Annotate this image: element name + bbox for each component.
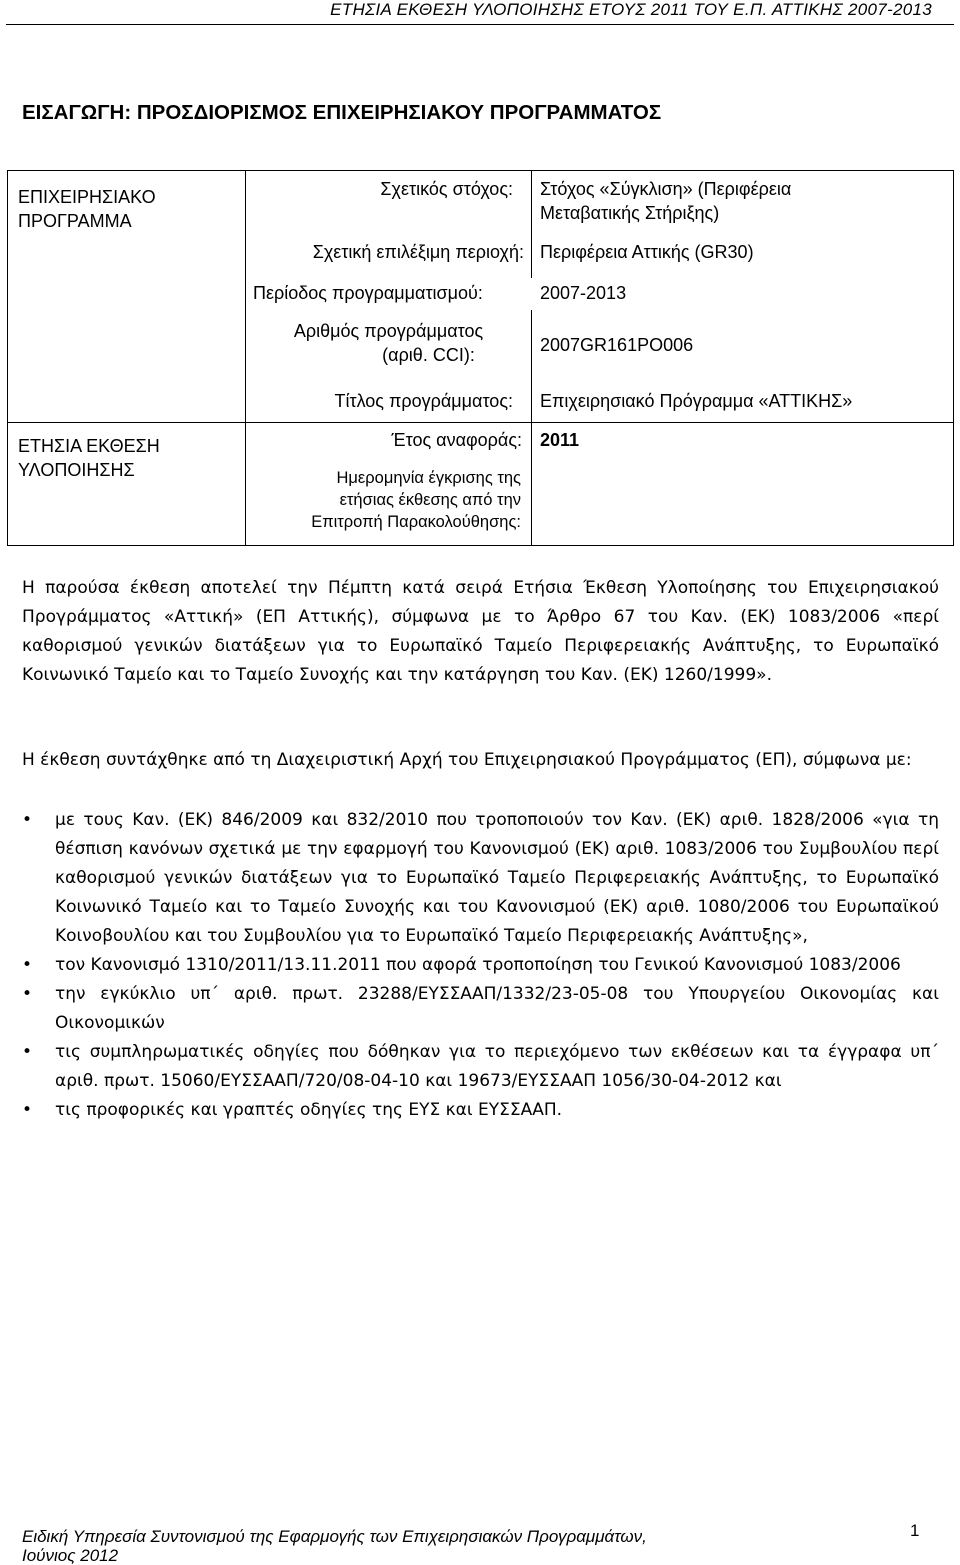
- program-title-value: Επιχειρησιακό Πρόγραμμα «ΑΤΤΙΚΗΣ»: [540, 391, 853, 411]
- cci-label: Αριθμός προγράμματος (αριθ. CCI):: [293, 321, 484, 365]
- eligible-area-label: Σχετική επιλέξιμη περιοχή:: [312, 242, 524, 262]
- table-border-left: [7, 170, 8, 546]
- approval-date-label: Ημερομηνία έγκρισης της ετήσιας έκθεσης από την Επιτροπή Παρακολούθησης:: [311, 469, 521, 531]
- section-title: ΕΙΣΑΓΩΓΗ: ΠΡΟΣΔΙΟΡΙΣΜΟΣ ΕΠΙΧΕΙΡΗΣΙΑΚΟΥ ΠΡΟΓΡΑΜΜΑΤΟΣ: [22, 101, 662, 124]
- table-border-right: [953, 170, 954, 546]
- footer-agency: Ειδική Υπηρεσία Συντονισμού της Εφαρμογής των Επιχειρησιακών Προγραμμάτων,: [22, 1527, 647, 1546]
- objective-value: Στόχος «Σύγκλιση» (Περιφέρεια Μεταβατικής Στήριξης): [540, 179, 792, 223]
- report-year-label: Έτος αναφοράς:: [391, 430, 522, 450]
- list-item: • με τους Καν. (ΕΚ) 846/2009 και 832/2010 που τροποποιούν τον Καν. (ΕΚ) αριθ. 1828/2006 «για τη θέσπιση κανόνων σχετικά με την εφαρμογή του Κανονισμού (ΕΚ) αριθ. 1083/2006 του Συμβουλίου περί καθορισμού γενικών διατάξεων για το Ευρωπαϊκό Ταμείο Περιφερειακής Ανάπτυξης, το Ευρωπαϊκό Κοινωνικό Ταμείο και το Ταμείο Συνοχής και του Κανονισμού (ΕΚ) αριθ. 1080/2006 του Ευρωπαϊκού Κοινοβουλίου και του Συμβουλίου για το Ευρωπαϊκό Ταμείο Περιφερειακής Ανάπτυξης»,: [22, 806, 939, 951]
- bullet-icon: •: [22, 810, 33, 830]
- footer-date: Ιούνιος 2012: [22, 1546, 119, 1565]
- table-border-top: [7, 170, 954, 171]
- value-column-divider: [531, 310, 532, 546]
- report-year-value: 2011: [540, 430, 580, 450]
- intro-paragraph: Η παρούσα έκθεση αποτελεί την Πέμπτη κατά σειρά Ετήσια Έκθεση Υλοποίησης του Επιχειρησιακού Προγράμματος «Αττική» (ΕΠ Αττικής), σύμφωνα με το Άρθρο 67 του Καν. (ΕΚ) 1083/2006 «περί καθορισμού γενικών διατάξεων για το Ευρωπαϊκό Ταμείο Περιφερειακής Ανάπτυξης, το Ευρωπαϊκό Κοινωνικό Ταμείο και το Ταμείο Συνοχής και την κατάργηση του Καν. (ΕΚ) 1260/1999».: [22, 578, 939, 685]
- eligible-area-value: Περιφέρεια Αττικής (GR30): [540, 242, 754, 262]
- lead-paragraph: Η έκθεση συντάχθηκε από τη Διαχειριστική Αρχή του Επιχειρησιακού Προγράμματος (ΕΠ), σύμφωνα με:: [22, 750, 912, 770]
- page-footer: [22, 1527, 647, 1565]
- list-item: • την εγκύκλιο υπ΄ αριθ. πρωτ. 23288/ΕΥΣΣΑΑΠ/1332/23-05-08 του Υπουργείου Οικονομίας και Οικονομικών: [22, 980, 939, 1038]
- program-title-label: Τίτλος προγράμματος:: [334, 391, 513, 411]
- running-header: ΕΤΗΣΙΑ ΕΚΘΕΣΗ ΥΛΟΠΟΙΗΣΗΣ ΕΤΟΥΣ 2011 ΤΟΥ Ε.Π. ΑΤΤΙΚΗΣ 2007-2013: [330, 0, 932, 19]
- bullet-icon: •: [22, 984, 33, 1004]
- period-value: 2007-2013: [540, 283, 627, 303]
- group-row-divider: [7, 422, 954, 423]
- table-border-bottom: [7, 545, 954, 546]
- bullet-icon: •: [22, 1042, 33, 1062]
- group-label-program: ΕΠΙΧΕΙΡΗΣΙΑΚΟ ΠΡΟΓΡΑΜΜΑ: [18, 187, 156, 231]
- info-table: [7, 170, 954, 546]
- value-column-divider: [531, 170, 532, 278]
- group-label-annual-report: ΕΤΗΣΙΑ ΕΚΘΕΣΗ ΥΛΟΠΟΙΗΣΗΣ: [18, 436, 160, 480]
- list-item: • τις προφορικές και γραπτές οδηγίες της ΕΥΣ και ΕΥΣΣΑΑΠ.: [22, 1096, 939, 1125]
- bullet-icon: •: [22, 1100, 33, 1120]
- page-number: 1: [910, 1521, 920, 1540]
- cci-value: 2007GR161PO006: [540, 335, 694, 355]
- list-item: • τον Κανονισμό 1310/2011/13.11.2011 που αφορά τροποποίηση του Γενικού Κανονισμού 1083/2006: [22, 951, 939, 980]
- period-label: Περίοδος προγραμματισμού:: [253, 283, 483, 303]
- regulation-list: [22, 806, 939, 1125]
- bullet-icon: •: [22, 955, 33, 975]
- objective-label: Σχετικός στόχος:: [380, 179, 513, 199]
- list-item: • τις συμπληρωματικές οδηγίες που δόθηκαν για το περιεχόμενο των εκθέσεων και τα έγγραφα υπ΄ αριθ. πρωτ. 15060/ΕΥΣΣΑΑΠ/720/08-04-10 και 19673/ΕΥΣΣΑΑΠ 1056/30-04-2012 και: [22, 1038, 939, 1096]
- header-rule: [6, 24, 954, 25]
